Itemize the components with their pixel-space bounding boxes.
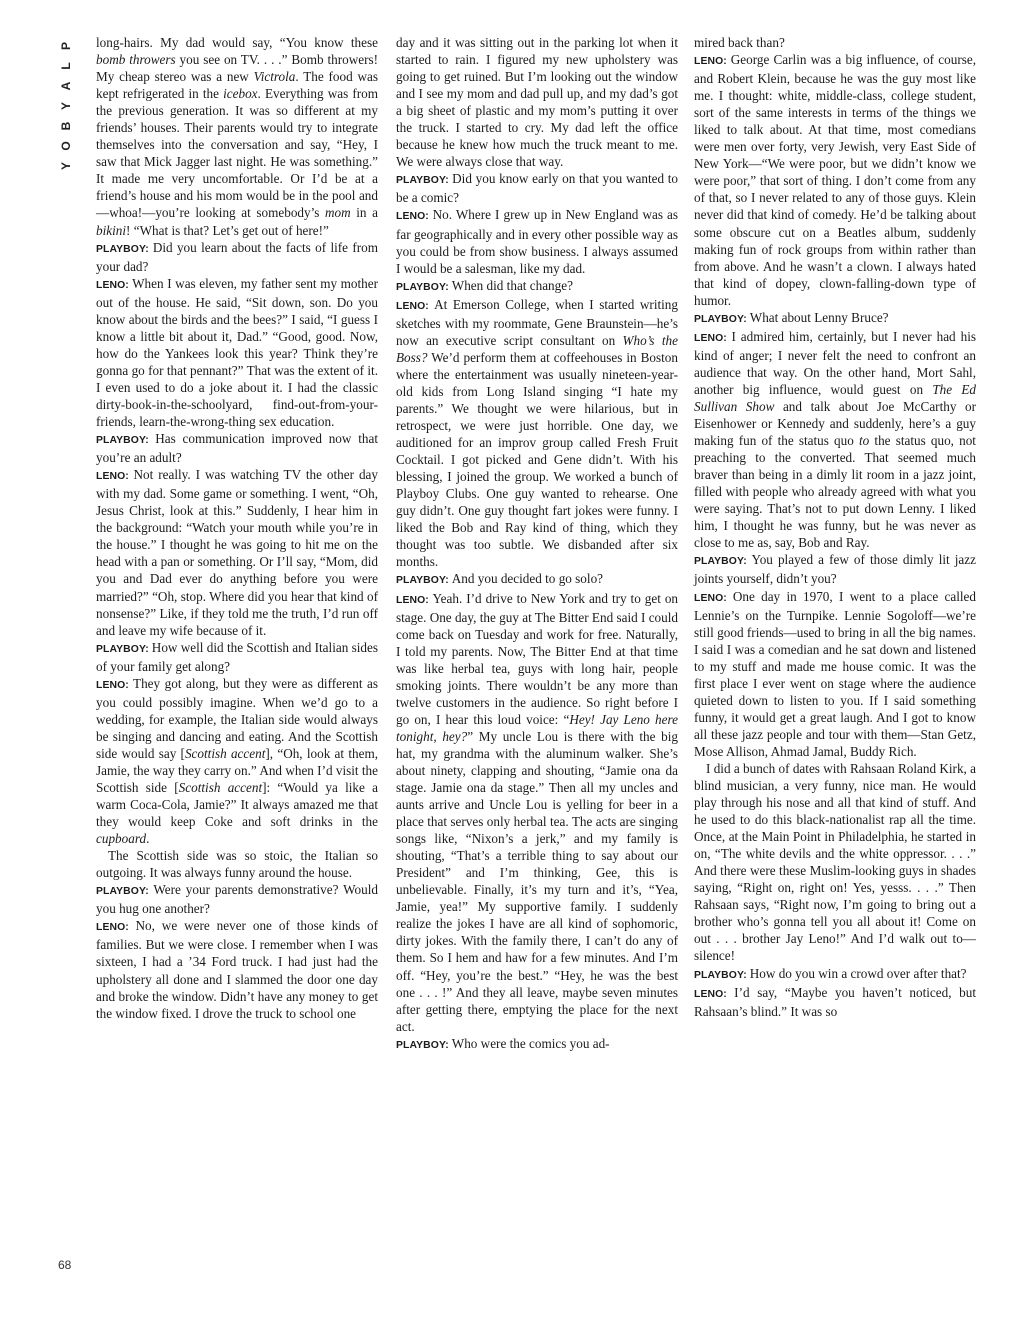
speaker-label: LENO: <box>396 300 435 312</box>
speaker-label: LENO: <box>694 592 733 604</box>
italic-text: Who’s the Boss? <box>396 332 678 365</box>
interviewer-question: PLAYBOY: How well did the Scottish and Italian sides of your family get along? <box>96 639 379 674</box>
italic-text: The Ed Sullivan Show <box>694 381 977 414</box>
running-head-letter: A <box>59 81 73 91</box>
italic-text: to <box>859 433 870 449</box>
interviewer-question: PLAYBOY: When did that change? <box>396 277 573 293</box>
body-paragraph: I did a bunch of dates with Rahsaan Roland Kirk, a blind musician, a very funny, nice man. He would play through his nose and all that kind of stuff. And he used to do this black-nationalist rap all the time. Once, at the Main Point in Philadelphia, he started in on, “The white devils and the white oppressor. . . .” And there were these Muslim-looking guys in shades saying, “Right on, right on! Yes, yesss. . . .” Then Rahsaan says, “Right now, I’m going to bring out a brother who’s gonna tell you all about it! Come on out . . . brother Jay Leno!” And I’d walk out to—silence! <box>694 760 976 964</box>
speaker-label: LENO: <box>396 594 433 606</box>
speaker-label: PLAYBOY: <box>96 243 153 255</box>
interviewer-question: PLAYBOY: Did you know early on that you wanted to be a comic? <box>396 171 679 206</box>
running-head-letter: L <box>59 62 73 70</box>
subject-answer: LENO: George Carlin was a big influence, of course, and Robert Klein, because he was the guy most like me. I thought: white, middle-class, college student, sort of the same interests in terms of the things we liked to talk about. At that time, most comedians were men over forty, very Jewish, very East Side of New York—“We were poor, but we didn’t know we were poor,” that sort of thing. I don’t come from any of that, so I never related to any of those guys. Klein never did that kind of comedy. He’d be talking about some obscure cut on a Beatles album, suddenly making fun of rock groups from within rather than from above. And he wasn’t a clown. I always hated that kind of dopey, clown-falling-down type of humor. <box>694 52 977 308</box>
speaker-label: PLAYBOY: <box>96 643 152 655</box>
italic-text: Hey! Jay Leno here tonight, hey? <box>396 711 678 744</box>
italic-text: cupboard <box>96 831 147 847</box>
subject-answer: LENO: No. Where I grew up in New England was as far geographically and in every other possible way as you could be from show business. I always assumed I would be a salesman, like my dad. <box>396 207 678 276</box>
running-head-letter: B <box>59 121 73 131</box>
interviewer-question: PLAYBOY: Has communication improved now that you’re an adult? <box>96 431 378 466</box>
speaker-label: PLAYBOY: <box>96 886 154 898</box>
italic-text: bikini <box>96 222 127 238</box>
continued-paragraph: mired back than? <box>694 35 785 50</box>
subject-answer: LENO: One day in 1970, I went to a place called Lennie’s on the Turnpike. Lennie Sogoloff—we’re still good friends—used to bring in all the big names. I said I was a comedian and he sat down and listened to my stuff and made me house comic. It was the first place I ever went on stage where the audience quieted down to listen to you. If I said something funny, it would get a great laugh. And I got to know all these jazz people and tour with them—Stan Getz, Mose Allison, Ahmad Jamal, Buddy Rich. <box>694 588 976 759</box>
subject-answer: LENO: They got along, but they were as different as you could possibly imagine. When we’d go to a wedding, for example, the Italian side would always be singing and dancing and eating. And the Scottish side would say [Scottish accent], “Oh, look at them, Jamie, the way they carry on.” And when I’d visit the Scottish side [Scottish accent]: “Would ya like a warm Coca-Cola, Jamie?” It always amazed me that they would keep Coke and soft drinks in the cupboard. <box>96 675 378 847</box>
speaker-label: PLAYBOY: <box>396 575 452 587</box>
speaker-label: LENO: <box>694 56 731 68</box>
subject-answer: LENO: I admired him, certainly, but I never had his kind of anger; I never felt the need to confront an audience that way. On the other hand, Mort Sahl, another big influence, would guest on The Ed Sullivan Show and talk about Joe McCarthy or Eisenhower or Kennedy and suddenly, here’s a guy making fun of the status quo to the status quo, not preaching to the converted. That seemed much braver than being in a dimly lit room in a jazz joint, filled with people who already agreed with what you were saying. That’s not to put down Lenny. I liked him, I thought he was funny, but he was never as close to me as, say, Bob and Ray. <box>694 328 977 551</box>
italic-text: Scottish accent <box>184 745 266 761</box>
running-head-letter: Y <box>59 102 73 111</box>
interviewer-question: PLAYBOY: What about Lenny Bruce? <box>694 309 889 325</box>
interviewer-question: PLAYBOY: Did you learn about the facts of life from your dad? <box>96 239 379 274</box>
speaker-label: PLAYBOY: <box>396 175 453 187</box>
speaker-label: PLAYBOY: <box>396 1039 452 1051</box>
speaker-label: PLAYBOY: <box>96 435 156 447</box>
speaker-label: PLAYBOY: <box>694 556 752 568</box>
text-column-1 <box>96 34 378 1022</box>
italic-text: icebox <box>223 86 258 102</box>
speaker-label: LENO: <box>694 988 735 1000</box>
subject-answer: LENO: Yeah. I’d drive to New York and try to get on stage. One day, the guy at The Bitter End said I could come back on Tuesday and work for free. Naturally, I told my parents. Now, The Bitter End at that time was like herbal tea, guys with long hair, people smoking joints. There wouldn’t be any more than twelve customers in the audience. So right before I go on, I hear this loud voice: “Hey! Jay Leno here tonight, hey?” My uncle Lou is there with the big hat, my grandma with the aluminum walker. She’s about ninety, clapping and shouting, “Jamie ona da stage. Jamie ona da stage.” Then all my uncles and aunts arrive and Uncle Lou is yelling for beer in a place that serves only herbal tea. The acts are singing songs like, “Nixon’s a jerk,” and my family is shouting, “That’s a terrible thing to say about our President” and I’m thinking, Gee, this is unbelievable. Finally, it’s my turn and it’s, “Yea, Jamie, yea!” My supportive family. I suddenly realize the jokes I have are all kind of sophomoric, dirty jokes. With the family there, I can’t do any of them. So I hem and haw for a few minutes. And I’m off. “Hey, you’re the best.” “Hey, he was the best one . . . !” And they all leave, maybe seven minutes after getting there, emptying the place for the next act. <box>396 590 679 1034</box>
italic-text: Scottish accent <box>178 780 263 796</box>
subject-answer: LENO: No, we were never one of those kinds of families. But we were close. I remember when I was sixteen, I had a ’34 Ford truck. I had just had the upholstery all done and I slammed the door one day and broke the window. Didn’t have any money to get the window fixed. I drove the truck to school one <box>96 918 379 1021</box>
page-number: 68 <box>58 1258 72 1272</box>
interviewer-question: PLAYBOY: Who were the comics you ad- <box>396 1035 610 1051</box>
speaker-label: PLAYBOY: <box>694 313 750 325</box>
speaker-label: LENO: <box>96 922 136 934</box>
speaker-label: LENO: <box>694 332 732 344</box>
text-column-3 <box>694 34 976 1020</box>
interviewer-question: PLAYBOY: You played a few of those dimly lit jazz joints yourself, didn’t you? <box>694 552 976 587</box>
interviewer-question: PLAYBOY: How do you win a crowd over after that? <box>694 965 967 981</box>
interviewer-question: PLAYBOY: And you decided to go solo? <box>396 571 604 587</box>
running-head <box>56 40 76 172</box>
continued-paragraph: day and it was sitting out in the parking lot when it started to rain. I figured my new upholstery was going to get ruined. But I’m looking out the window and I see my mom and dad pull up, and my dad’s got a big sheet of plastic and my mom’s putting it over the truck. I started to cry. My dad left the office because he knew how much the truck meant to me. We were always close that way. <box>396 35 678 170</box>
italic-text: bomb throwers <box>96 52 176 68</box>
text-column-2 <box>396 34 678 1054</box>
speaker-label: PLAYBOY: <box>694 969 750 981</box>
continued-paragraph: long-hairs. My dad would say, “You know these bomb throwers you see on TV. . . .” Bomb throwers! My cheap stereo was a new Victrola. The food was kept refrigerated in the icebox. Everything was from the previous generation. It was so different at my friends’ houses. Their parents would try to integrate themselves into the conversation and say, “Hey, I saw that Mick Jagger last night. He was something.” It made me very uncomfortable. Or I’d be at a friend’s house and his mom would be in the pool and—whoa!—you’re looking at somebody’s mom in a bikini! “What is that? Let’s get out of here!” <box>96 35 379 238</box>
subject-answer: LENO: When I was eleven, my father sent my mother out of the house. He said, “Sit down, son. Do you know about the birds and the bees?” I said, “I guess I know a little bit about it, Dad.” “Good, good. Now, how do the Yankees look this year? Think they’re gonna go for that pennant?” That was the extent of it. I even used to do a joke about it. I had the classic dirty-book-in-the-schoolyard, find-out-from-your-friends, learn-the-wrong-thing sex education. <box>96 275 378 430</box>
speaker-label: LENO: <box>96 471 134 483</box>
speaker-label: LENO: <box>96 279 133 291</box>
speaker-label: LENO: <box>396 211 433 223</box>
running-head-letter: O <box>59 141 73 151</box>
italic-text: Victrola <box>253 69 296 85</box>
subject-answer: LENO: Not really. I was watching TV the other day with my dad. Some game or something. I went, “Oh, Jesus Christ, look at this.” Suddenly, I hear him in the background: “Watch your mouth while you’re in the house.” I thought he was going to hit me on the head with a pan or something. Or I’ll say, “Mom, did you and Dad ever do anything before you were married?” “Oh, stop. Where did you hear that kind of nonsense?” Like, if they told me the truth, I’d run off and leave my wife because of it. <box>96 467 378 638</box>
subject-answer: LENO: I’d say, “Maybe you haven’t noticed, but Rahsaan’s blind.” It was so <box>694 984 977 1019</box>
running-head-letter: P <box>59 42 73 51</box>
running-head-letter: Y <box>59 162 73 171</box>
subject-answer: LENO: At Emerson College, when I started writing sketches with my roommate, Gene Braunstein—he’s now an executive script consultant on Who’s the Boss? We’d perform them at coffeehouses in Boston where the entertainment was usually nineteen-year-old kids from Long Island singing “I hate my parents.” We thought we were hilarious, but in retrospect, we were just horrible. One day, we auditioned for an improv group called Fresh Fruit Cocktail. I got picked and Gene didn’t. With his blessing, I joined the group. We worked a bunch of Playboy Clubs. One guy wanted to rehearse. One guy didn’t. One guy thought fart jokes were funny. I liked the Bob and Ray kind of thing, which they thought was too subtle. We disbanded after six months. <box>396 296 678 570</box>
speaker-label: LENO: <box>96 679 134 691</box>
speaker-label: PLAYBOY: <box>396 281 452 293</box>
body-paragraph: The Scottish side was so stoic, the Italian so outgoing. It was always funny around the house. <box>96 848 378 881</box>
italic-text: mom <box>325 205 351 221</box>
interviewer-question: PLAYBOY: Were your parents demonstrative? Would you hug one another? <box>96 882 379 917</box>
